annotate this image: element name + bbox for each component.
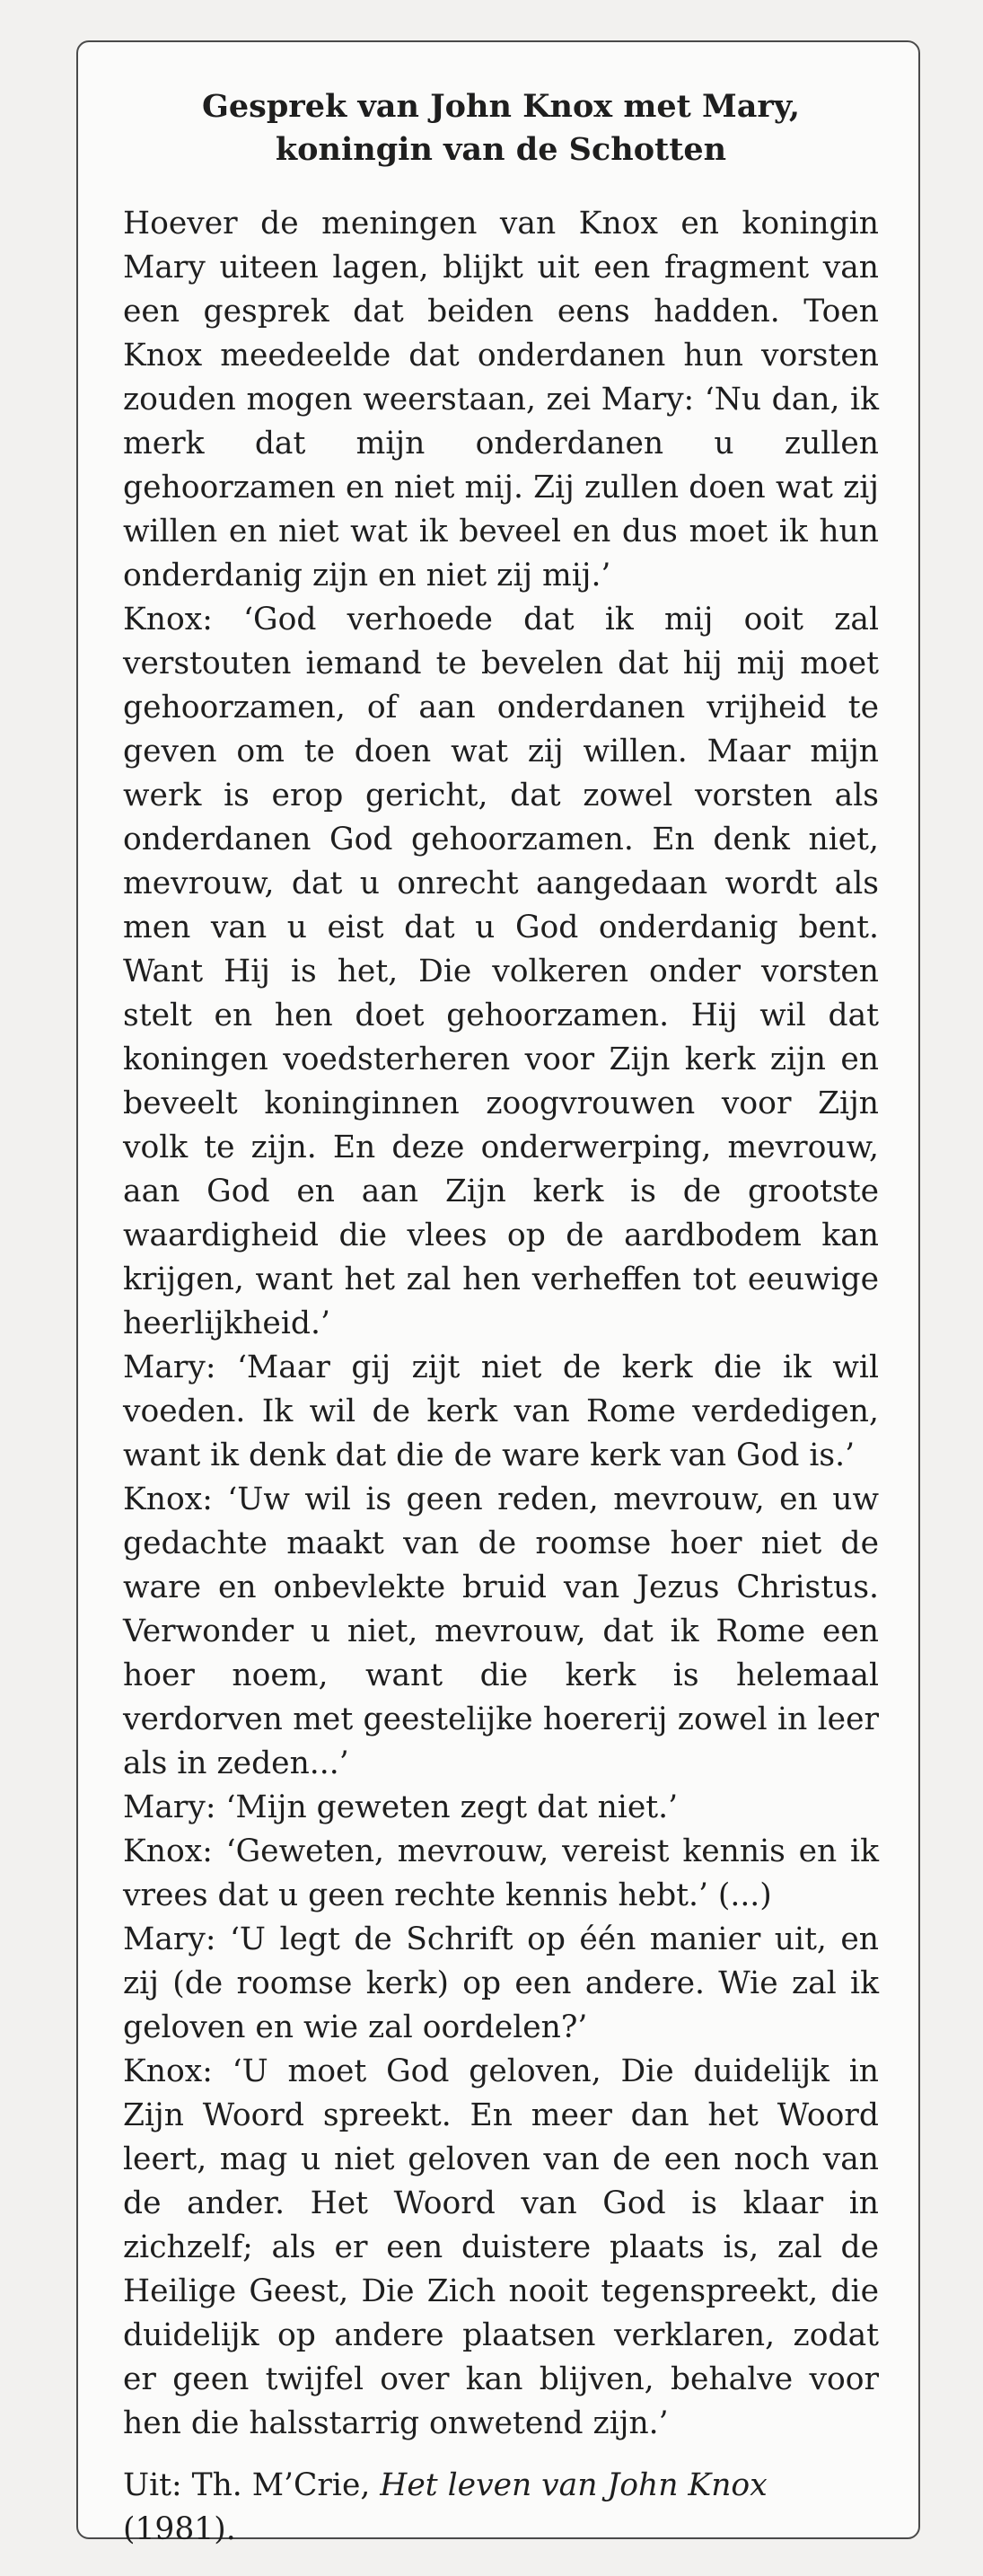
- paragraph-knox-1: Knox: ‘God verhoede dat ik mij ooit zal verstouten iemand te bevelen dat hij mij moet gehoorzamen, of aan onderdanen vrijheid te geven om te doen wat zij willen. Maar mijn werk is erop gericht, dat zowel vorsten als onderdanen God gehoorzamen. En denk niet, mevrouw, dat u onrecht aangedaan wordt als men van u eist dat u God onderdanig bent. Want Hij is het, Die volkeren onder vorsten stelt en hen doet gehoorzamen. Hij wil dat koningen voedsterheren voor Zijn kerk zijn en beveelt koninginnen zoogvrouwen voor Zijn volk te zijn. En deze onderwerping, mevrouw, aan God en aan Zijn kerk is de grootste waardigheid die vlees op de aardbodem kan krijgen, want het zal hen verheffen tot eeuwige heerlijkheid.’: [123, 602, 879, 1341]
- title-line-2: koningin van de Schotten: [275, 131, 727, 168]
- source-year: (1981).: [123, 2511, 236, 2547]
- paragraph-mary-1: Mary: ‘Maar gij zijt niet de kerk die ik wil voeden. Ik wil de kerk van Rome verdedigen, want ik denk dat die de ware kerk van God is.’: [123, 1350, 879, 1473]
- text-box: [76, 40, 920, 2547]
- paragraph-intro: Hoever de meningen van Knox en koningin Mary uiteen lagen, blijkt uit een fragment van een gesprek dat beiden eens hadden. Toen Knox meedeelde dat onderdanen hun vorsten zouden mogen weerstaan, zei Mary: ‘Nu dan, ik merk dat mijn onderdanen u zullen gehoorzamen en niet mij. Zij zullen doen wat zij willen en niet wat ik beveel en dus moet ik hun onderdanig zijn en niet zij mij.’: [123, 206, 879, 593]
- paragraph-mary-3: Mary: ‘U legt de Schrift op één manier uit, en zij (de roomse kerk) op een andere. Wie zal ik geloven en wie zal oordelen?’: [123, 1921, 879, 2045]
- paragraph-knox-2: Knox: ‘Uw wil is geen reden, mevrouw, en uw gedachte maakt van de roomse hoer niet de ware en onbevlekte bruid van Jezus Christus. Verwonder u niet, mevrouw, dat ik Rome een hoer noem, want die kerk is helemaal verdorven met geestelijke hoererij zowel in leer als in zeden...’: [123, 1481, 879, 1781]
- source-citation: [123, 2464, 879, 2552]
- paragraph-mary-2: Mary: ‘Mijn geweten zegt dat niet.’: [123, 1789, 679, 1825]
- paragraph-knox-4: Knox: ‘U moet God geloven, Die duidelijk in Zijn Woord spreekt. En meer dan het Woord leert, mag u niet geloven van de een noch van de ander. Het Woord van God is klaar in zichzelf; als er een duistere plaats is, zal de Heilige Geest, Die Zich nooit tegenspreekt, die duidelijk op andere plaatsen verklaren, zodat er geen twijfel over kan blijven, behalve voor hen die halsstarrig onwetend zijn.’: [123, 2053, 879, 2441]
- source-prefix: Uit: Th. M’Crie,: [123, 2467, 381, 2503]
- source-title: Het leven van John Knox: [380, 2467, 768, 2503]
- paragraph-knox-3: Knox: ‘Geweten, mevrouw, vereist kennis en ik vrees dat u geen rechte kennis hebt.’ (...): [123, 1833, 879, 1913]
- dialogue-body: [123, 202, 879, 2446]
- page-title: [123, 85, 879, 171]
- title-line-1: Gesprek van John Knox met Mary,: [201, 88, 801, 125]
